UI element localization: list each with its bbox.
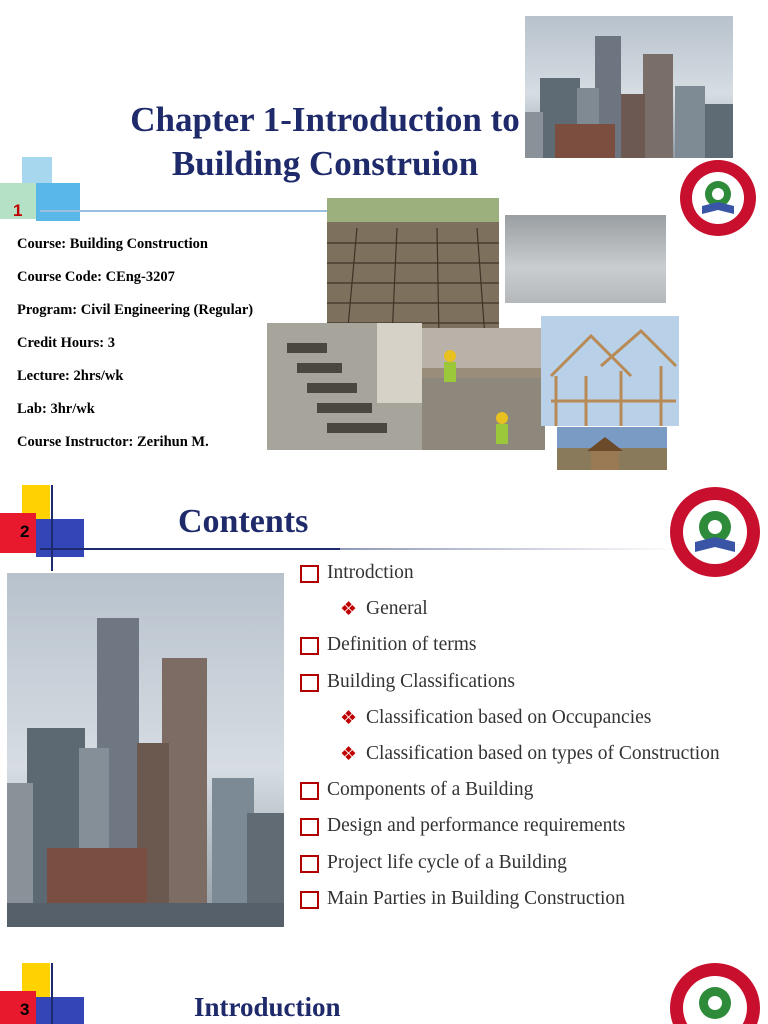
- university-logo: [680, 160, 756, 236]
- university-logo: [670, 963, 760, 1024]
- square-bullet-icon: [300, 637, 319, 655]
- slide-corner-decoration: [0, 963, 100, 1024]
- list-item: ❖ Classification based on types of Construction: [300, 739, 762, 775]
- slide-number: 3: [20, 1000, 30, 1019]
- rebar-foundation-photo: [327, 198, 499, 338]
- program: Program: Civil Engineering (Regular): [17, 302, 254, 318]
- diamond-bullet-icon: ❖: [340, 742, 358, 765]
- course-code: Course Code: CEng-3207: [17, 269, 175, 285]
- list-item: Introdction: [300, 558, 762, 594]
- slide-title: [70, 98, 580, 186]
- slide-1: [0, 0, 768, 470]
- slide-number: 1: [13, 201, 23, 220]
- list-item: Main Parties in Building Construction: [300, 884, 762, 920]
- slide-title: Contents: [178, 503, 309, 540]
- contents-list: [300, 558, 762, 920]
- square-bullet-icon: [300, 855, 319, 873]
- lab-hours: Lab: 3hr/wk: [17, 401, 95, 417]
- course-name: Course: Building Construction: [17, 236, 208, 252]
- course-info: [17, 233, 327, 464]
- square-bullet-icon: [300, 782, 319, 800]
- slide-3: [0, 945, 768, 1024]
- concrete-floor-photo: [505, 215, 666, 303]
- diamond-bullet-icon: ❖: [340, 706, 358, 729]
- list-item: Building Classifications: [300, 667, 762, 703]
- title-underline: [40, 210, 340, 212]
- list-item: Project life cycle of a Building: [300, 848, 762, 884]
- slide-title-line-2: Building Construion: [171, 144, 479, 183]
- square-bullet-icon: [300, 674, 319, 692]
- masonry-workers-photo: [422, 328, 545, 450]
- list-item: Design and performance requirements: [300, 811, 762, 847]
- lecture-hours: Lecture: 2hrs/wk: [17, 368, 124, 384]
- square-bullet-icon: [300, 818, 319, 836]
- slide-title-line-1: Chapter 1-Introduction to: [130, 100, 520, 139]
- list-item: ❖ Classification based on Occupancies: [300, 703, 762, 739]
- list-item: Components of a Building: [300, 775, 762, 811]
- traditional-hut-photo: [557, 427, 667, 470]
- slide-corner-decoration: [0, 485, 100, 565]
- square-bullet-icon: [300, 891, 319, 909]
- square-bullet-icon: [300, 565, 319, 583]
- slide-2: [0, 475, 768, 935]
- city-skyline-photo: [525, 16, 733, 158]
- list-item: Definition of terms: [300, 630, 762, 666]
- title-underline: [40, 548, 340, 550]
- list-item: ❖ General: [300, 594, 762, 630]
- credit-hours: Credit Hours: 3: [17, 335, 116, 351]
- course-instructor: Course Instructor: Zerihun M.: [17, 434, 209, 450]
- timber-frame-house-photo: [541, 316, 679, 426]
- city-skyline-photo: [7, 573, 284, 927]
- slide-title: Introduction: [194, 992, 341, 1022]
- title-underline-fade: [340, 548, 680, 550]
- slide-number: 2: [20, 522, 30, 541]
- diamond-bullet-icon: ❖: [340, 598, 358, 621]
